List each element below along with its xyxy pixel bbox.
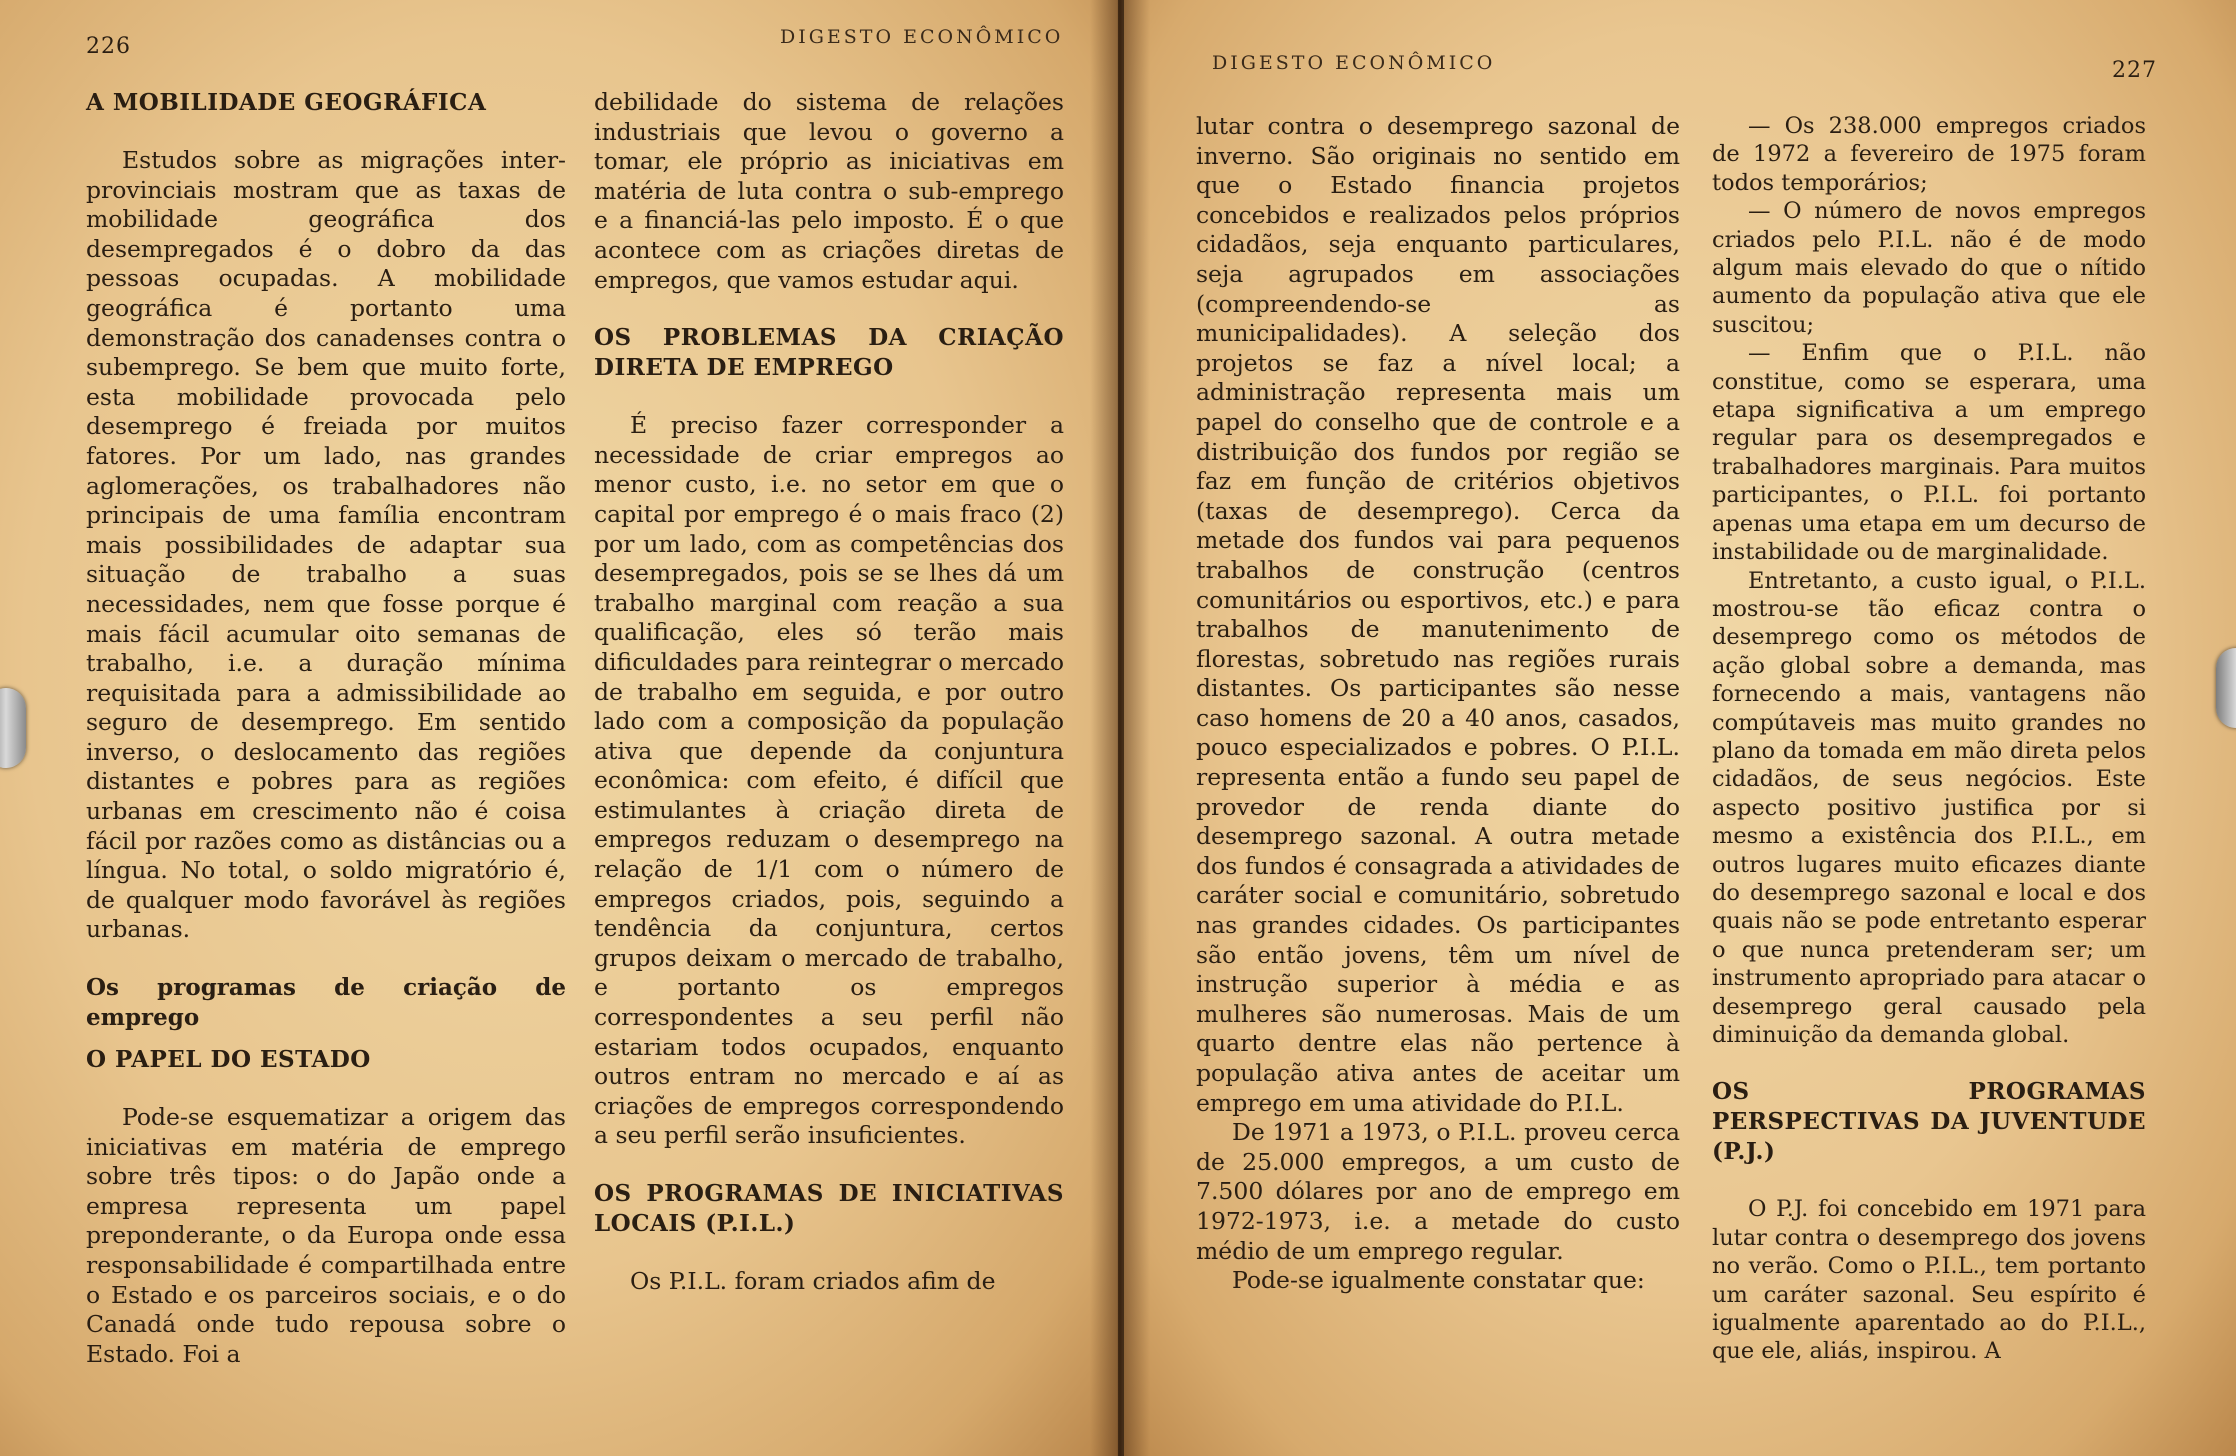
section-heading-problemas: OS PROBLEMAS DA CRIAÇÃO DIRETA DE EMPREGO	[594, 324, 1064, 382]
paragraph: De 1971 a 1973, o P.I.L. proveu cerca de 25.000 empregos, a um custo de 7.500 dólares por ano de emprego em 1972-1973, i.e. a metade do custo médio de um emprego regular.	[1196, 1118, 1680, 1265]
binder-clip	[0, 688, 26, 768]
list-item: — Os 238.000 empregos criados de 1972 a fevereiro de 1975 foram todos temporários;	[1712, 113, 2146, 196]
section-heading-perspectivas: OS PROGRAMAS PERSPECTIVAS DA JUVENTUDE (P.J.)	[1712, 1078, 2146, 1166]
paragraph: O P.J. foi concebido em 1971 para lutar contra o desemprego dos jovens no verão. Como o P.I.L., tem portanto um caráter sazonal. Seu espírito é igualmente aparentado ao do P.I.L., que ele, aliás, inspirou. A	[1712, 1196, 2146, 1365]
section-heading-pil: OS PROGRAMAS DE INICIATIVAS LOCAIS (P.I.L.)	[594, 1180, 1064, 1237]
column-2	[594, 88, 1064, 1297]
paragraph: Estudos sobre as migrações inter-provinciais mostram que as taxas de mobilidade geográfica dos desempregados é o dobro da das pessoas ocupadas. A mobilidade geográfica é portanto uma demonstração dos canadenses contra o subemprego. Se bem que muito forte, esta mobilidade provocada pelo desemprego é freiada por muitos fatores. Por um lado, nas grandes aglomerações, os trabalhadores não principais de uma família encontram mais possibilidades de adaptar sua situação de trabalho a suas necessidades, nem que fosse porque é mais fácil acumular oito semanas de trabalho, i.e. a duração mínima requisitada para a admissibilidade ao seguro de desemprego. Em sentido inverso, o deslocamento das regiões distantes e pobres para as regiões urbanas em crescimento não é coisa fácil por razões como as distâncias ou a língua. No total, o soldo migratório é, de qualquer modo favorável às regiões urbanas.	[86, 146, 566, 944]
list-item: — O número de novos empregos criados pelo P.I.L. não é de modo algum mais elevado do que o nítido aumento da população ativa que ele suscitou;	[1712, 198, 2146, 338]
page-number-left: 226	[86, 34, 131, 59]
paragraph: É preciso fazer corresponder a necessidade de criar empregos ao menor custo, i.e. no setor em que o capital por emprego é o mais fraco (2) por um lado, com as competências dos desempregados, pois se se lhes dá um trabalho marginal com reação a sua qualificação, eles só terão mais dificuldades para reintegrar o mercado de trabalho em seguida, e por outro lado com a composição da população ativa que depende da conjuntura econômica: com efeito, é difícil que estimulantes à criação direta de empregos reduzam o desemprego na relação de 1/1 com o número de empregos criados, pois, seguindo a tendência da conjuntura, certos grupos deixam o mercado de trabalho, e portanto os empregos correspondentes a seu perfil não estariam todos ocupados, enquanto outros entram no mercado e aí as criações de empregos correspondendo a seu perfil serão insuficientes.	[594, 411, 1064, 1150]
running-head-left: DIGESTO ECONÔMICO	[780, 26, 1064, 48]
column-4	[1712, 112, 2146, 1366]
paragraph: debilidade do sistema de relações industriais que levou o governo a tomar, ele próprio as iniciativas em matéria de luta contra o sub-emprego e a financiá-las pelo imposto. É o que acontece com as criações diretas de empregos, que vamos estudar aqui.	[594, 88, 1064, 294]
book-gutter	[1090, 0, 1150, 1456]
paragraph: Os P.I.L. foram criados afim de	[630, 1267, 996, 1295]
section-heading-papel-estado: O PAPEL DO ESTADO	[86, 1046, 371, 1074]
running-head-right: DIGESTO ECONÔMICO	[1212, 52, 1496, 74]
column-1	[86, 88, 566, 1369]
paragraph: Entretanto, a custo igual, o P.I.L. mostrou-se tão eficaz contra o desemprego como os métodos de ação global sobre a demanda, mas fornecendo a mais, vantagens não compútaveis mas muito grandes no plano da tomada em mão direta pelos cidadãos, de seus negócios. Este aspecto positivo justifica por si mesmo a existência dos P.I.L., em outros lugares muito eficazes diante do desemprego sazonal e local e dos quais não se pode entretanto esperar o que nunca pretenderam ser; um instrumento apropriado para atacar o desemprego geral causado pela diminuição da demanda global.	[1712, 567, 2146, 1048]
paragraph: Pode-se igualmente constatar que:	[1232, 1266, 1645, 1295]
paragraph: Pode-se esquematizar a origem das iniciativas em matéria de emprego sobre três tipos: o do Japão onde a empresa representa um papel preponderante, o da Europa onde essa responsabilidade é compartilhada entre o Estado e os parceiros sociais, e o do Canadá onde tudo repousa sobre o Estado. Foi a	[86, 1103, 566, 1368]
binder-clip	[2216, 648, 2236, 728]
page-number-right: 227	[2112, 58, 2157, 83]
list-item: — Enfim que o P.I.L. não constitue, como se esperara, uma etapa significativa a um emprego regular para os desempregados e trabalhadores marginais. Para muitos participantes, o P.I.L. foi portanto apenas uma etapa em um decurso de instabilidade ou de marginalidade.	[1712, 340, 2146, 566]
section-heading-mobilidade: A MOBILIDADE GEOGRÁFICA	[86, 89, 487, 116]
column-3	[1196, 112, 1680, 1296]
paragraph: lutar contra o desemprego sazonal de inverno. São originais no sentido em que o Estado financia projetos concebidos e realizados pelos próprios cidadãos, seja enquanto particulares, seja agrupados em associações (compreendendo-se as municipalidades). A seleção dos projetos se faz a nível local; a administração representa mais um papel do conselho que de controle e a distribuição dos fundos por região se faz em função de critérios objetivos (taxas de desemprego). Cerca da metade dos fundos vai para pequenos trabalhos de construção (centros comunitários ou esportivos, etc.) e para trabalhos de manutenimento de florestas, sobretudo nas regiões rurais distantes. Os participantes são nesse caso homens de 20 a 40 anos, casados, pouco especializados e pobres. O P.I.L. representa então a fundo seu papel de provedor de renda diante do desemprego sazonal. A outra metade dos fundos é consagrada a atividades de caráter social e comunitário, sobretudo nas grandes cidades. Os participantes são então jovens, têm um nível de instrução superior à média e as mulheres são numerosas. Mais de um quarto dentre elas não pertence à população ativa antes de aceitar um emprego em uma atividade do P.I.L.	[1196, 112, 1680, 1117]
subsection-heading-programas: Os programas de criação de emprego	[86, 974, 566, 1032]
